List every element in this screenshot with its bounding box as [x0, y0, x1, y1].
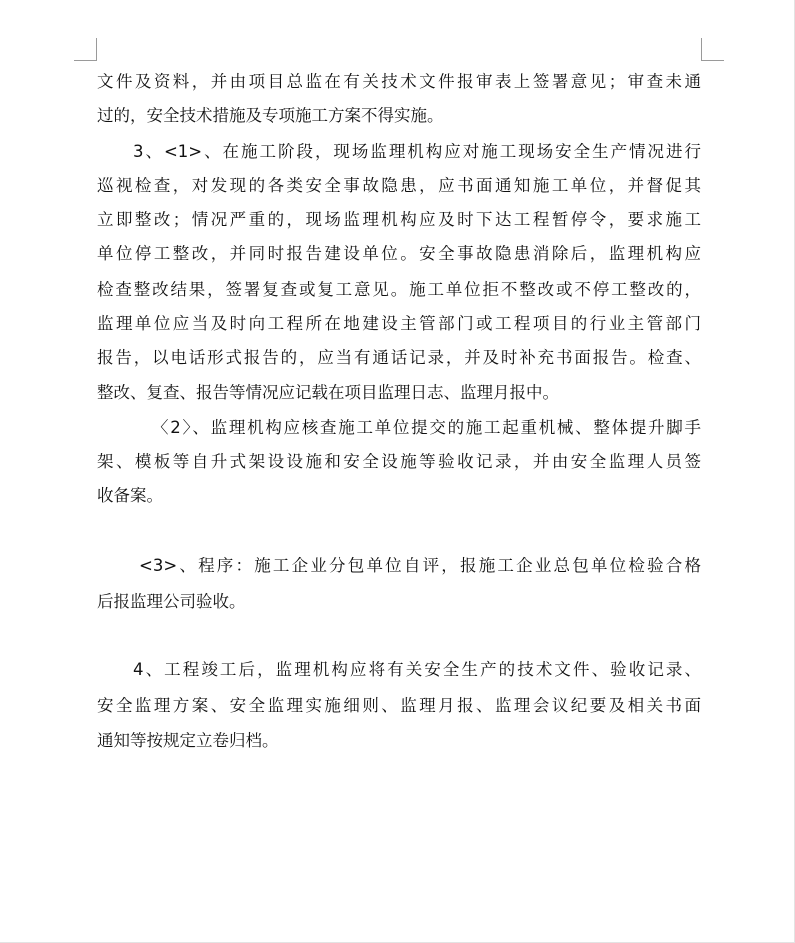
text-line: 安全监理方案、安全监理实施细则、监理月报、监理会议纪要及相关书面 [97, 696, 701, 715]
text-line: 立即整改；情况严重的，现场监理机构应及时下达工程暂停令，要求施工 [97, 210, 701, 229]
text-line: 巡视检查，对发现的各类安全事故隐患，应书面通知施工单位，并督促其 [97, 176, 701, 195]
text-line: 单位停工整改，并同时报告建设单位。安全事故隐患消除后，监理机构应 [97, 244, 701, 263]
text-line: <3>、程序：施工企业分包单位自评，报施工企业总包单位检验合格 [139, 556, 701, 575]
text-line: 报告，以电话形式报告的，应当有通话记录，并及时补充书面报告。检查、 [97, 348, 701, 367]
text-line: 后报监理公司验收。 [97, 592, 246, 611]
text-line: 整改、复查、报告等情况应记载在项目监理日志、监理月报中。 [97, 383, 559, 402]
text-line: 通知等按规定立卷归档。 [97, 731, 279, 750]
text-line: 过的，安全技术措施及专项施工方案不得实施。 [97, 106, 444, 125]
text-line: 文件及资料，并由项目总监在有关技术文件报审表上签署意见；审查未通 [97, 72, 701, 91]
text-line: 收备案。 [97, 486, 163, 505]
text-line: 4、工程竣工后，监理机构应将有关安全生产的技术文件、验收记录、 [133, 660, 701, 679]
text-line: 〈2〉、监理机构应核查施工单位提交的施工起重机械、整体提升脚手 [152, 418, 701, 437]
page-corner-mark-top-right [701, 38, 724, 61]
page-corner-mark-top-left [74, 38, 97, 61]
text-line: 3、<1>、在施工阶段，现场监理机构应对施工现场安全生产情况进行 [133, 142, 701, 161]
text-line: 检查整改结果，签署复查或复工意见。施工单位拒不整改或不停工整改的， [97, 280, 701, 299]
text-line: 监理单位应当及时向工程所在地建设主管部门或工程项目的行业主管部门 [97, 314, 701, 333]
text-line: 架、模板等自升式架设设施和安全设施等验收记录，并由安全监理人员签 [97, 452, 701, 471]
